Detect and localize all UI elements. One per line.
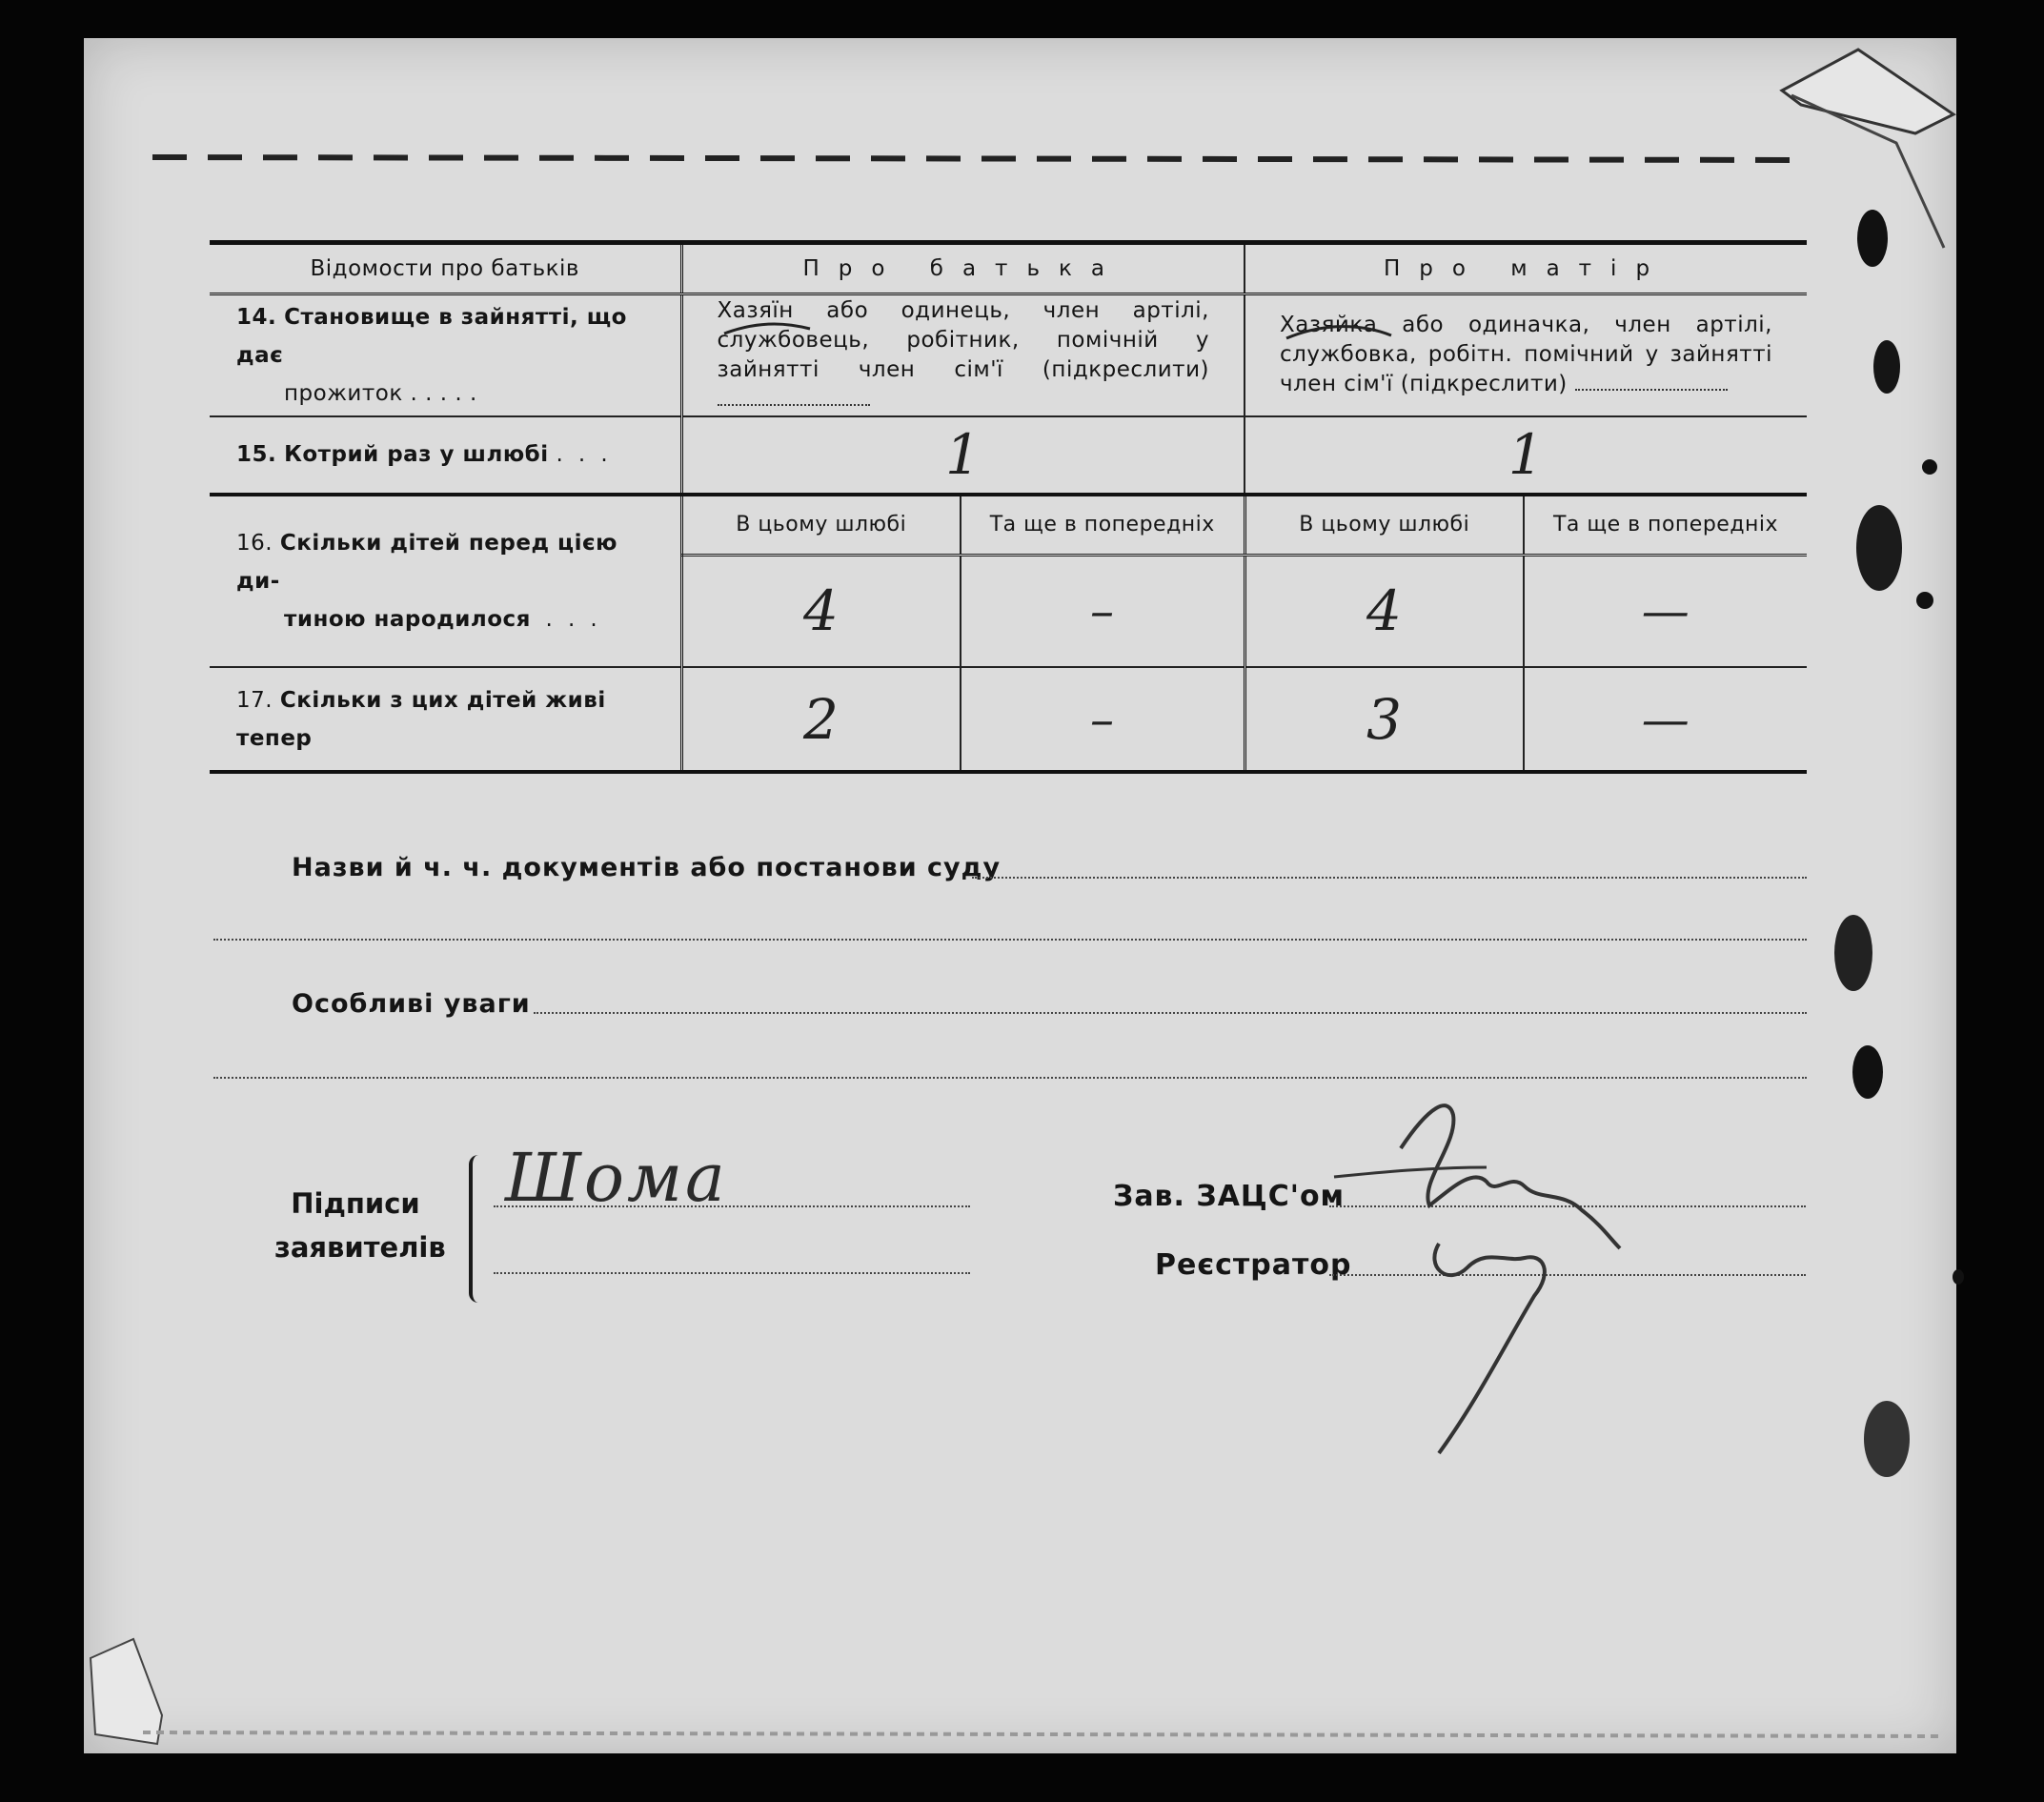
head-zags-signature-line[interactable]	[1329, 1205, 1806, 1207]
subheader-mother-this-marriage: В цьому шлюбі	[1245, 495, 1524, 556]
row-16-label-line1: Скільки дітей перед цією ди-	[236, 530, 617, 594]
subheader-father-previous: Та ще в попередніх	[961, 495, 1245, 556]
notes-field-label: Особливі уваги	[292, 989, 531, 1019]
documents-field-label: Назви й ч. ч. документів або постанови суду	[292, 853, 1002, 882]
row-17-mother-this: 3	[1245, 667, 1524, 772]
row-16-mother-this: 4	[1245, 555, 1524, 667]
father-options-dots	[718, 404, 870, 406]
row-14-label-line1: Становище в зайнятті, що дає	[236, 304, 627, 368]
row-17-label-text: Скільки з цих дітей живі тепер	[236, 687, 606, 751]
applicants-label-line2: заявителів	[274, 1231, 446, 1264]
row-16-label-line2: тиною народилося	[284, 606, 531, 632]
head-zags-label: Зав. ЗАЦС'ом	[1113, 1180, 1346, 1213]
registrar-signature-line[interactable]	[1329, 1274, 1806, 1276]
row-15-father-value: 1	[681, 416, 1245, 495]
row-14-label: 14. Становище в зайнятті, що дає прожиток . . . . .	[210, 294, 681, 416]
row-14-mother-options	[1245, 294, 1807, 416]
row-16-father-this: 4	[681, 555, 961, 667]
mother-options-dots	[1575, 389, 1728, 391]
documents-field-line-2[interactable]	[213, 939, 1807, 941]
parents-info-table	[210, 240, 1807, 774]
row-16-father-previous: –	[961, 555, 1245, 667]
row-17-father-this: 2	[681, 667, 961, 772]
row-15-label: 15. Котрий раз у шлюбі . . .	[210, 416, 681, 495]
applicants-brace	[469, 1155, 490, 1303]
row-15-label-text: Котрий раз у шлюбі	[284, 442, 549, 467]
header-parents-info: Відомости про батьків	[210, 243, 681, 294]
row-14-father-options	[681, 294, 1245, 416]
row-14-label-line2: прожиток	[284, 380, 403, 406]
applicants-signatures-label	[274, 1182, 446, 1269]
documents-field-line[interactable]	[972, 877, 1807, 879]
subheader-father-this-marriage: В цьому шлюбі	[681, 495, 961, 556]
row-16-number: 16.	[236, 530, 273, 556]
row-17-number: 17.	[236, 687, 273, 713]
row-15-mother-value: 1	[1245, 416, 1807, 495]
father-options-text: Хазяїн або одинець, член артілі, службовець, робітник, помічній у зайнятті член сім'ї (підкреслити)	[717, 297, 1209, 382]
mother-options-text: Хазяйка або одиначка, член артілі, службовка, робітн. помічний у зайнятті член сім'ї (підкреслити)	[1280, 313, 1772, 397]
applicant-signature: Шома	[505, 1139, 728, 1217]
row-15-number: 15.	[236, 442, 277, 467]
notes-field-line[interactable]	[534, 1012, 1807, 1014]
row-17-label	[210, 667, 681, 772]
applicants-label-line1: Підписи	[291, 1187, 420, 1220]
header-about-mother: Про матір	[1245, 243, 1807, 294]
applicant-signature-line-1[interactable]	[494, 1205, 970, 1207]
applicant-signature-line-2[interactable]	[494, 1272, 970, 1274]
row-17-father-previous: –	[961, 667, 1245, 772]
header-about-father: Про батька	[681, 243, 1245, 294]
row-14-number: 14.	[236, 304, 277, 330]
row-16-mother-previous: —	[1524, 555, 1807, 667]
row-16-label: 16. Скільки дітей перед цією ди- тиною народилося . . .	[210, 495, 681, 668]
subheader-mother-previous: Та ще в попередніх	[1524, 495, 1807, 556]
registrar-label: Реєстратор	[1155, 1248, 1352, 1282]
row-17-mother-previous: —	[1524, 667, 1807, 772]
notes-field-line-2[interactable]	[213, 1077, 1807, 1079]
